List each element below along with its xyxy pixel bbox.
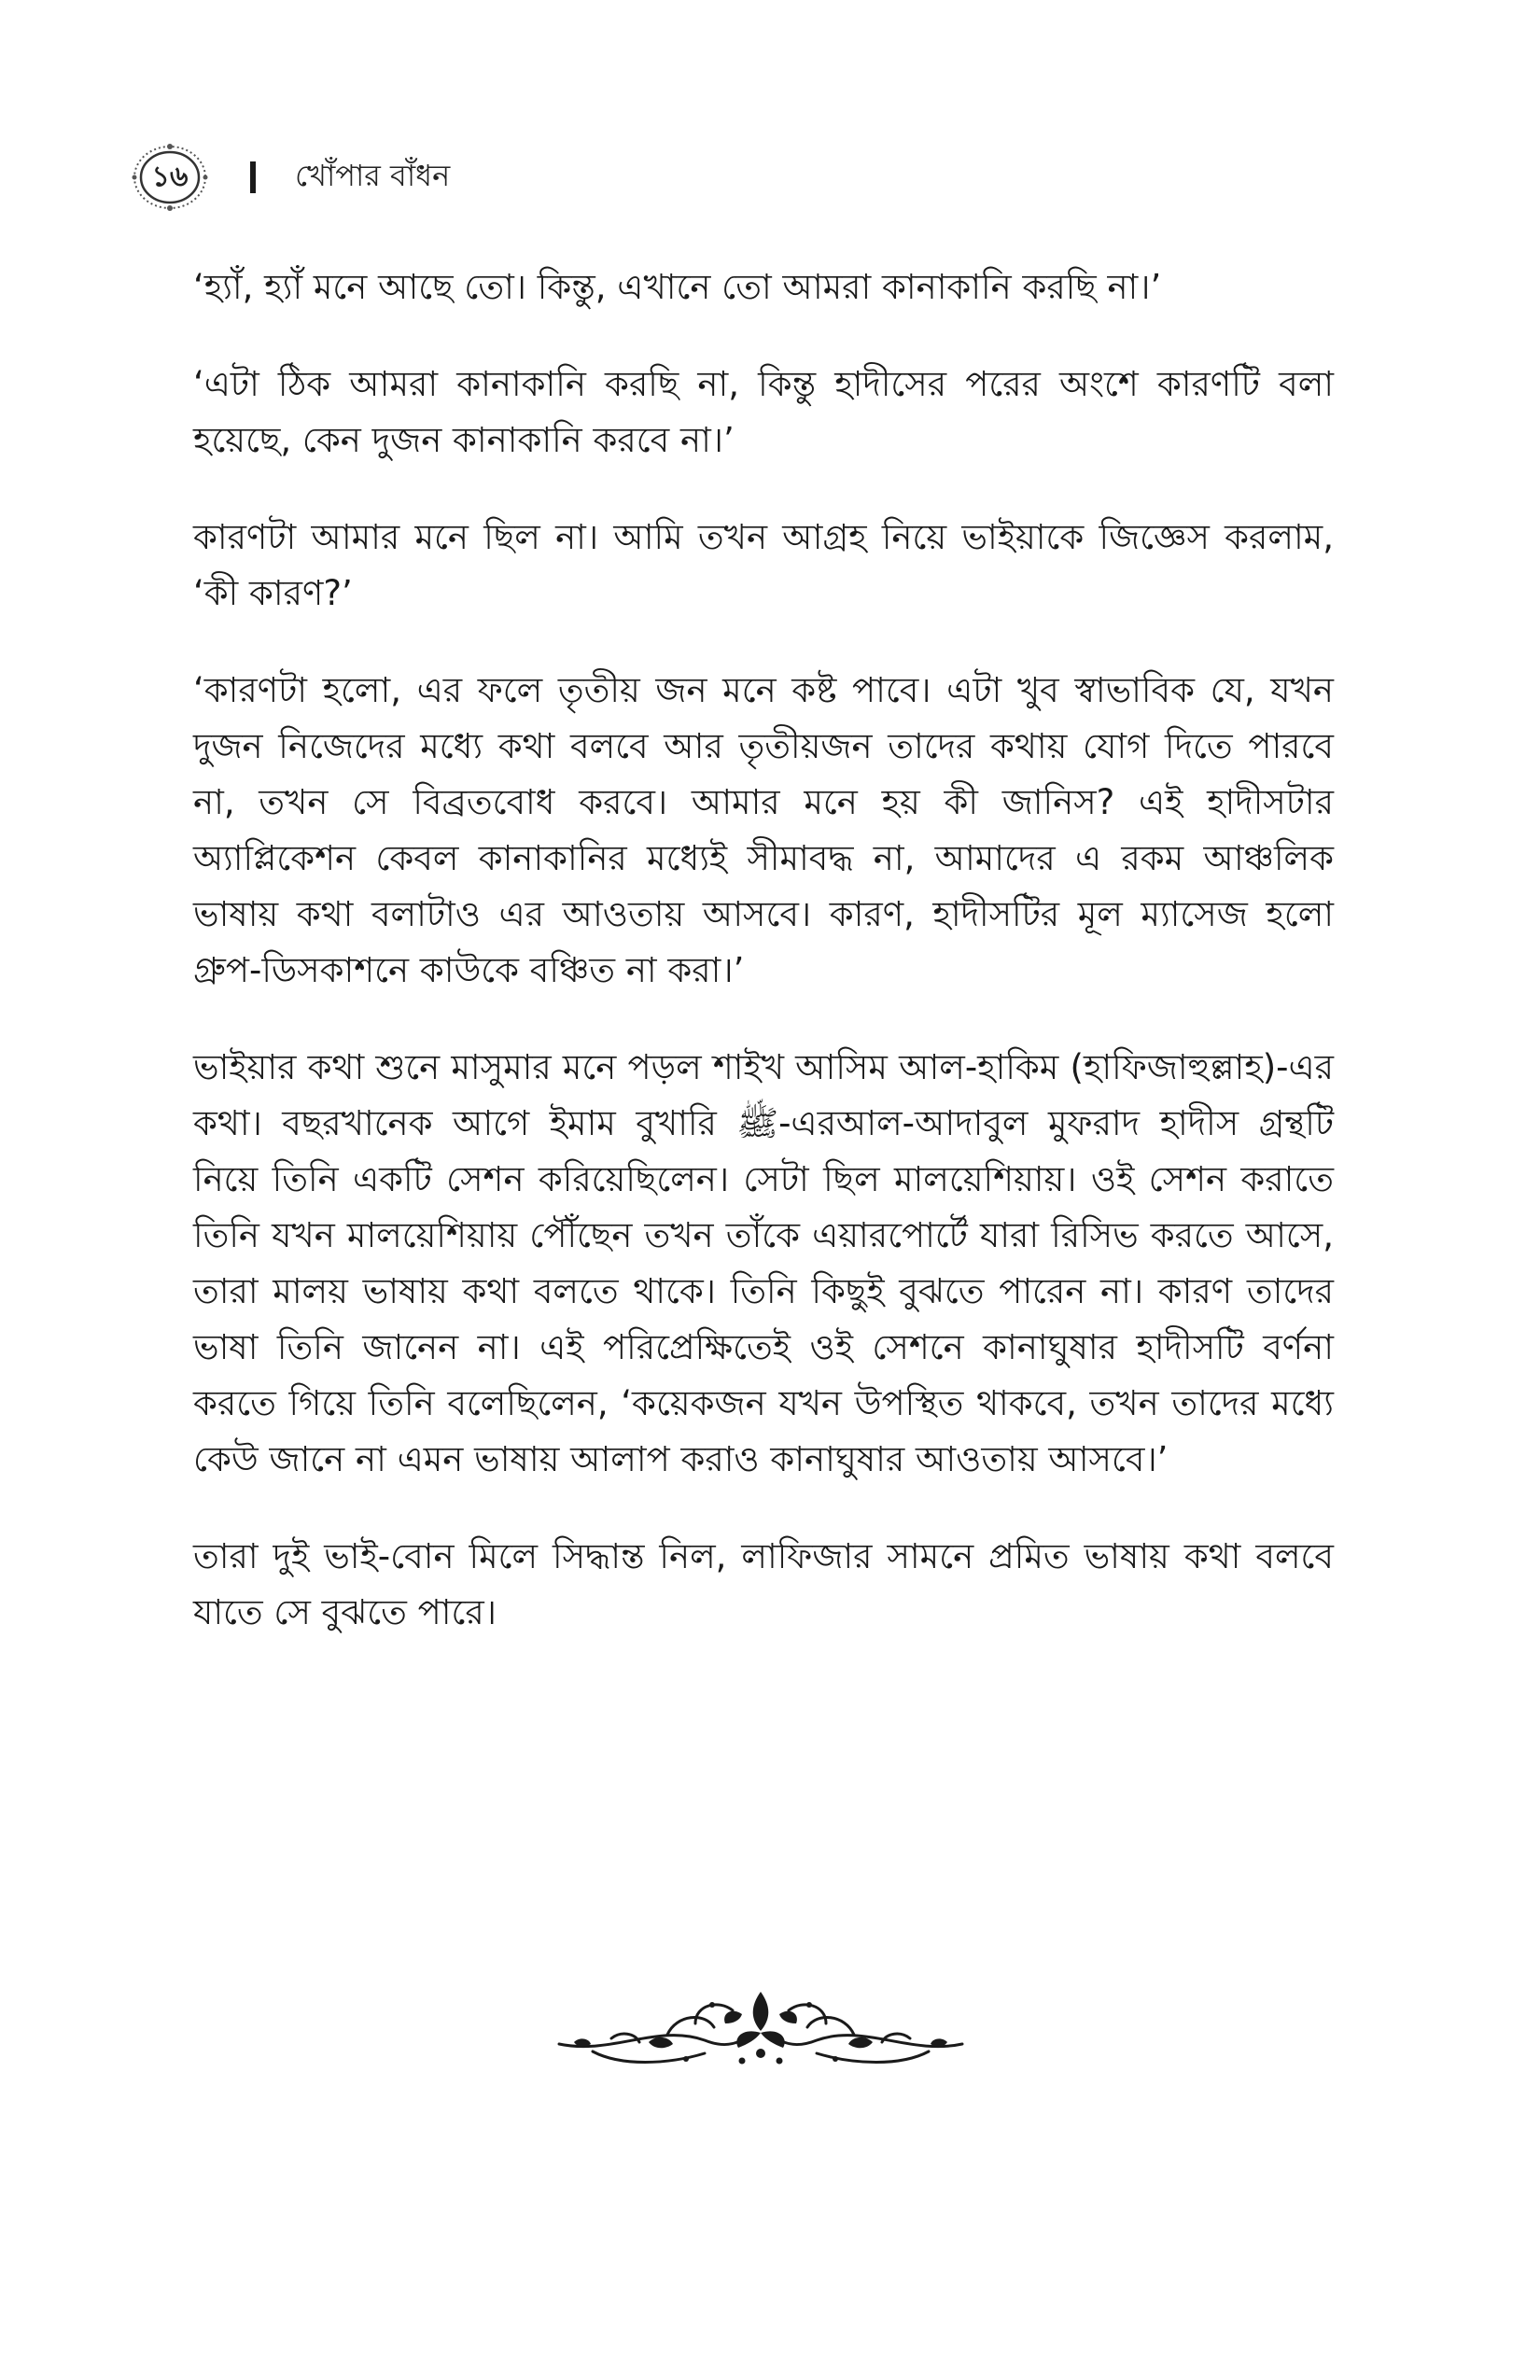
paragraph: ‘হ্যাঁ, হ্যাঁ মনে আছে তো। কিন্তু, এখানে তো আমরা কানাকানি করছি না।’	[193, 267, 1162, 307]
header-divider	[250, 161, 256, 193]
floral-divider-icon	[555, 1986, 966, 2076]
running-title: খোঁপার বাঁধন	[295, 158, 451, 193]
paragraph: ‘কারণটা হলো, এর ফলে তৃতীয় জন মনে কষ্ট পাবে। এটা খুব স্বাভাবিক যে, যখন দুজন নিজেদের মধ্যে কথা বলবে আর তৃতীয়জন তাদের কথায় যোগ দিতে পারবে না, তখন সে বিব্রতবোধ করবে। আমার মনে হয় কী জানিস? এই হাদীসটার অ্যাপ্লিকেশন কেবল কানাকানির মধ্যেই সীমাবদ্ধ না, আমাদের এ রকম আঞ্চলিক ভাষায় কথা বলাটাও এর আওতায় আসবে। কারণ, হাদীসটির মূল ম্যাসেজ হলো গ্রুপ-ডিসকাশনে কাউকে বঞ্চিত না করা।’	[193, 670, 1334, 990]
page-header	[131, 140, 450, 215]
page-number: ১৬	[151, 160, 189, 193]
body-text	[193, 259, 1334, 1682]
paragraph: কারণটা আমার মনে ছিল না। আমি তখন আগ্রহ নিয়ে ভাইয়াকে জিজ্ঞেস করলাম, ‘কী কারণ?’	[193, 517, 1334, 613]
paragraph: ‘এটা ঠিক আমরা কানাকানি করছি না, কিন্তু হাদীসের পরের অংশে কারণটি বলা হয়েছে, কেন দুজন কানাকানি করবে না।’	[193, 364, 1334, 460]
paragraph: তারা দুই ভাই-বোন মিলে সিদ্ধান্ত নিল, লাফিজার সামনে প্রমিত ভাষায় কথা বলবে যাতে সে বুঝতে পারে।	[193, 1536, 1334, 1632]
paragraph: ভাইয়ার কথা শুনে মাসুমার মনে পড়ল শাইখ আসিম আল-হাকিম (হাফিজাহুল্লাহ)-এর কথা। বছরখানেক আগে ইমাম বুখারি ﷺ-এরআল-আদাবুল মুফরাদ হাদীস গ্রন্থটি নিয়ে তিনি একটি সেশন করিয়েছিলেন। সেটা ছিল মালয়েশিয়ায়। ওই সেশন করাতে তিনি যখন মালয়েশিয়ায় পৌঁছেন তখন তাঁকে এয়ারপোর্টে যারা রিসিভ করতে আসে, তারা মালয় ভাষায় কথা বলতে থাকে। তিনি কিছুই বুঝতে পারেন না। কারণ তাদের ভাষা তিনি জানেন না। এই পরিপ্রেক্ষিতেই ওই সেশনে কানাঘুষার হাদীসটি বর্ণনা করতে গিয়ে তিনি বলেছিলেন, ‘কয়েকজন যখন উপস্থিত থাকবে, তখন তাদের মধ্যে কেউ জানে না এমন ভাষায় আলাপ করাও কানাঘুষার আওতায় আসবে।’	[193, 1047, 1334, 1479]
page-number-badge	[131, 143, 209, 212]
